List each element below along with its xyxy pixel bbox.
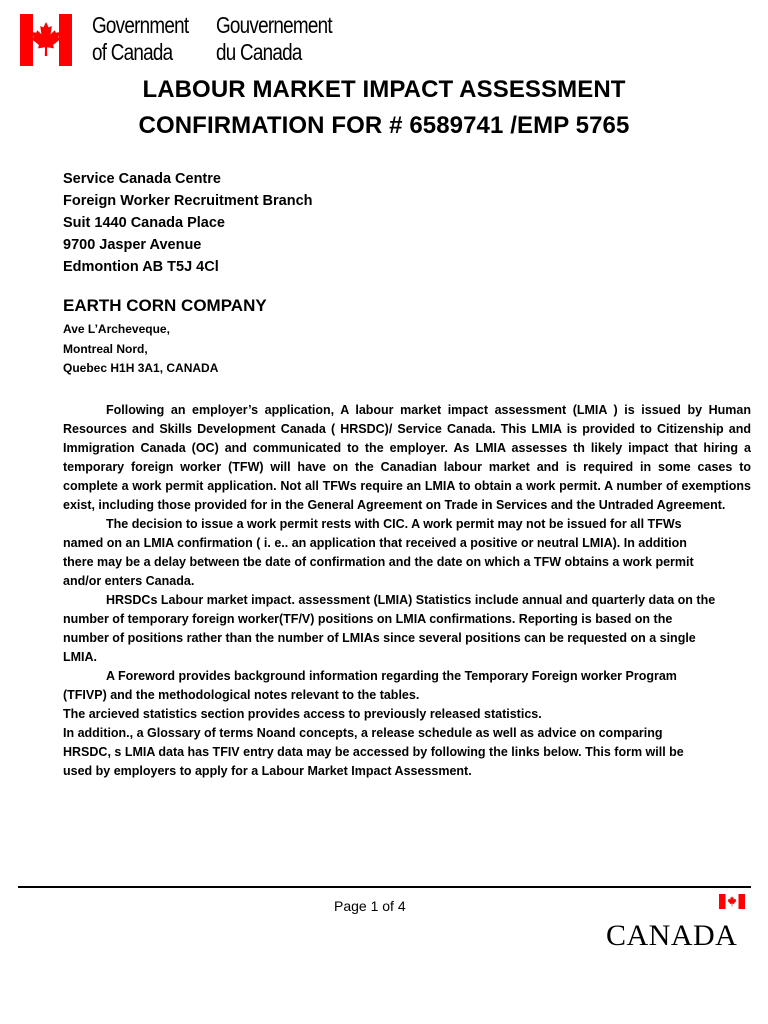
canada-wordmark: CANADA — [606, 919, 738, 952]
government-wordmark — [92, 12, 366, 66]
address-line: Service Canada Centre — [63, 171, 221, 187]
wordmark-fr-line: du Canada — [216, 39, 302, 65]
paragraph-line: HRSDC, s LMIA data has TFIV entry data may be accessed by following the links below. This form will be — [63, 745, 684, 759]
wordmark-en-line: Government — [92, 12, 189, 38]
company-address — [63, 320, 218, 379]
paragraph-line: HRSDCs Labour market impact. assessment (LMIA) Statistics include annual and quarterly data on the — [106, 593, 716, 607]
paragraph-line: (TFIVP) and the methodological notes relevant to the tables. — [63, 688, 420, 702]
paragraph-line: number of temporary foreign worker(TF/V) positions on LMIA confirmations. Reporting is based on the — [63, 612, 673, 626]
page-number: Page 1 of 4 — [334, 898, 406, 914]
paragraph-line: there may be a delay between tbe date of confirmation and the date on which a TFW obtains a work permit — [63, 555, 694, 569]
company-address-line: Ave L’Archeveque, — [63, 322, 170, 336]
address-line: Edmontion AB T5J 4Cl — [63, 259, 219, 275]
canada-flag-icon — [20, 14, 72, 66]
wordmark-french — [216, 12, 339, 66]
document-subtitle: CONFIRMATION FOR # 6589741 /EMP 5765 — [138, 112, 630, 139]
address-line: Foreign Worker Recruitment Branch — [63, 193, 313, 209]
paragraph-line: The arcieved statistics section provides access to previously released statistics. — [63, 707, 542, 721]
address-line: 9700 Jasper Avenue — [63, 237, 202, 253]
paragraph-line: used by employers to apply for a Labour Market Impact Assessment. — [63, 764, 472, 778]
company-address-line: Quebec H1H 3A1, CANADA — [63, 361, 219, 375]
body-text — [63, 401, 751, 781]
company-name: EARTH CORN COMPANY — [63, 296, 267, 315]
paragraph-lmia-overview: Following an employer’s application, A labour market impact assessment (LMIA ) is issued by Human Resources and Skills Development Canada ( HRSDC)/ Service Canada. This LMIA is provided to Citizenship and Immigration Canada (OC) and communicated to the employer. As LMIA assesses th likely impact that hiring a temporary foreign worker (TFW) will have on the Canadian labour market and is required in some cases to complete a work permit application. Not all TFWs require an LMIA to obtain a work permit. A number of exemptions exist, including those provided for in the General Agreement on Trade in Services and the Untraded Agreement. — [63, 403, 751, 512]
office-address — [63, 168, 313, 278]
government-header — [20, 14, 366, 72]
paragraph-line: LMIA. — [63, 650, 98, 664]
paragraph-line: and/or enters Canada. — [63, 574, 195, 588]
footer-divider — [18, 886, 751, 888]
paragraph-line: number of positions rather than the number of LMIAs since several positions can be requested on a single — [63, 631, 696, 645]
paragraph-line: In addition., a Glossary of terms Noand concepts, a release schedule as well as advice on comparing — [63, 726, 663, 740]
document-title: LABOUR MARKET IMPACT ASSESSMENT — [142, 76, 626, 103]
wordmark-english — [92, 12, 194, 66]
canada-flag-small-icon — [719, 894, 745, 909]
paragraph-line: named on an LMIA confirmation ( i. e.. an application that received a positive or neutral LMIA). In addition — [63, 536, 687, 550]
paragraph-line: A Foreword provides background information regarding the Temporary Foreign worker Program — [106, 669, 677, 683]
address-line: Suit 1440 Canada Place — [63, 215, 225, 231]
company-address-line: Montreal Nord, — [63, 341, 148, 356]
wordmark-en-line: of Canada — [92, 39, 173, 65]
wordmark-fr-line: Gouvernement — [216, 12, 332, 38]
paragraph-line: The decision to issue a work permit rests with CIC. A work permit may not be issued for all TFWs — [106, 517, 682, 531]
